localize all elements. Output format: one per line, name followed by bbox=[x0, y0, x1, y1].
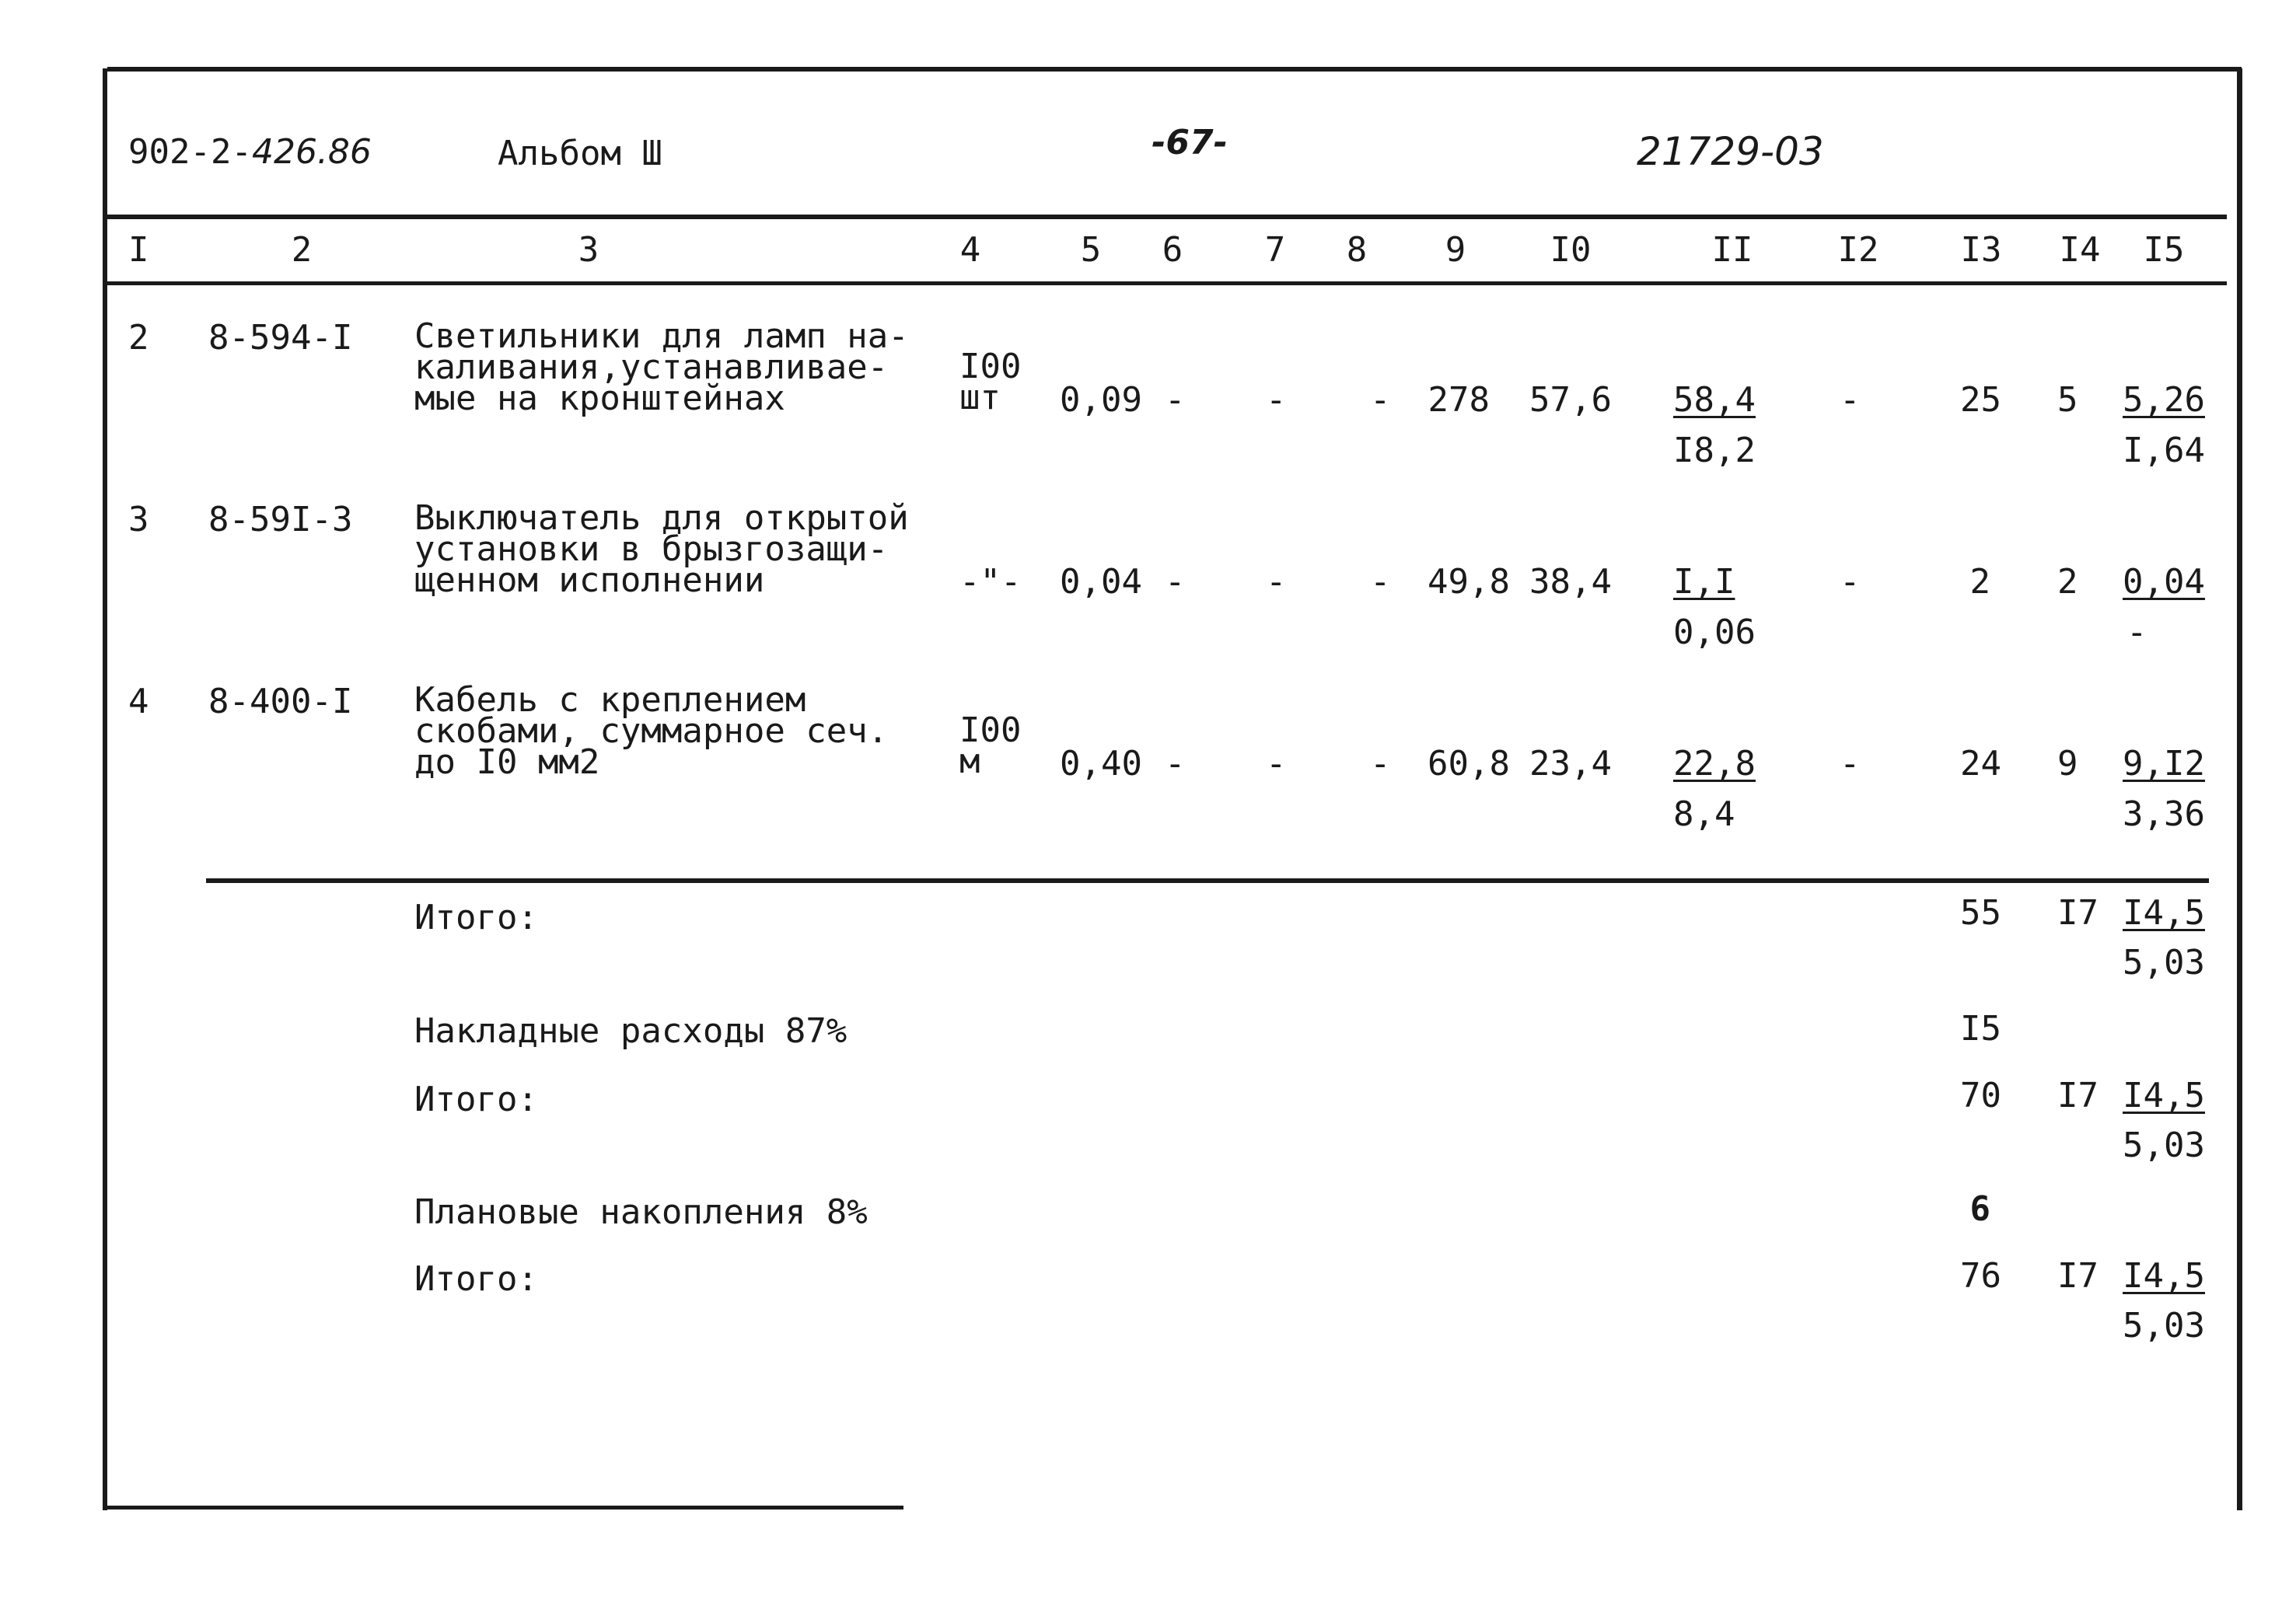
col-5-header: 5 bbox=[1080, 230, 1102, 270]
col-11-top-value: 58,4 bbox=[1673, 380, 1756, 420]
col-15-bottom-value: - bbox=[2127, 613, 2147, 652]
frame-bottom-border bbox=[103, 1506, 903, 1510]
col-15-top-value: 9,I2 bbox=[2123, 744, 2205, 784]
row-number: 2 bbox=[128, 318, 149, 358]
col-7-header: 7 bbox=[1264, 230, 1286, 270]
frame-top-border bbox=[107, 67, 2242, 72]
col-12-value: - bbox=[1840, 562, 1861, 602]
col-9-header: 9 bbox=[1445, 230, 1466, 270]
col-13-value: 24 bbox=[1960, 744, 2001, 784]
summary-label: Итого: bbox=[414, 1259, 538, 1299]
col-11-bottom-value: 0,06 bbox=[1673, 613, 1756, 652]
summary-label: Итого: bbox=[414, 898, 538, 937]
col-1-header: I bbox=[128, 230, 149, 270]
col-12-header: I2 bbox=[1837, 230, 1879, 270]
summary-col-15-top: I4,5 bbox=[2123, 1256, 2205, 1296]
col-14-value: 9 bbox=[2057, 744, 2078, 784]
quantity: 0,40 bbox=[1060, 744, 1142, 784]
summary-col-13: 6 bbox=[1969, 1189, 1990, 1229]
page-number: -67- bbox=[1151, 123, 1228, 162]
header-top-rule bbox=[107, 215, 2227, 219]
unit-of-measure: I00 шт bbox=[959, 347, 1022, 417]
summary-col-15-top: I4,5 bbox=[2123, 1076, 2205, 1115]
col-10-value: 38,4 bbox=[1529, 562, 1612, 602]
col-10-value: 23,4 bbox=[1529, 744, 1612, 784]
col-15-header: I5 bbox=[2143, 230, 2185, 270]
summary-col-14: I7 bbox=[2057, 893, 2099, 933]
col-8-value: - bbox=[1370, 562, 1391, 602]
summary-col-13: 70 bbox=[1960, 1076, 2001, 1115]
col-9-value: 278 bbox=[1428, 380, 1490, 420]
summary-label: Накладные расходы 87% bbox=[414, 1011, 847, 1051]
doc-code: 902-2-426.86 bbox=[128, 132, 372, 172]
totals-divider-rule bbox=[206, 878, 2209, 883]
col-15-bottom-value: 3,36 bbox=[2123, 794, 2205, 834]
col-10-value: 57,6 bbox=[1529, 380, 1612, 420]
summary-col-13: 55 bbox=[1960, 893, 2001, 933]
summary-label: Итого: bbox=[414, 1080, 538, 1119]
col-3-header: 3 bbox=[578, 230, 599, 270]
col-6-header: 6 bbox=[1162, 230, 1183, 270]
col-12-value: - bbox=[1840, 744, 1861, 784]
col-14-header: I4 bbox=[2059, 230, 2101, 270]
col-15-top-value: 0,04 bbox=[2123, 562, 2205, 602]
album-label: Альбом Ш bbox=[498, 134, 662, 173]
quantity: 0,04 bbox=[1060, 562, 1142, 602]
col-13-value: 2 bbox=[1969, 562, 1990, 602]
unit-of-measure: I00 м bbox=[959, 710, 1022, 781]
summary-col-14: I7 bbox=[2057, 1256, 2099, 1296]
col-8-value: - bbox=[1370, 380, 1391, 420]
col-6-value: - bbox=[1165, 562, 1186, 602]
quantity: 0,09 bbox=[1060, 380, 1142, 420]
col-11-top-value: 22,8 bbox=[1673, 744, 1756, 784]
col-11-header: II bbox=[1711, 230, 1753, 270]
col-14-value: 5 bbox=[2057, 380, 2078, 420]
summary-col-15-top: I4,5 bbox=[2123, 893, 2205, 933]
header-bottom-rule bbox=[107, 281, 2227, 285]
work-description: Кабель с креплением скобами, суммарное сеч. до I0 мм2 bbox=[414, 680, 889, 782]
col-8-header: 8 bbox=[1346, 230, 1368, 270]
col-11-top-value: I,I bbox=[1673, 562, 1735, 602]
frame-right-border bbox=[2237, 68, 2242, 1510]
summary-label: Плановые накопления 8% bbox=[414, 1192, 868, 1232]
work-description: Выключатель для открытой установки в брызгозащи- щенном исполнении bbox=[414, 498, 909, 600]
col-7-value: - bbox=[1266, 562, 1287, 602]
summary-col-14: I7 bbox=[2057, 1076, 2099, 1115]
col-9-value: 60,8 bbox=[1428, 744, 1510, 784]
col-9-value: 49,8 bbox=[1428, 562, 1510, 602]
summary-col-15-bottom: 5,03 bbox=[2123, 1306, 2205, 1346]
unit-of-measure: -"- bbox=[959, 562, 1022, 602]
summary-col-13: 76 bbox=[1960, 1256, 2001, 1296]
col-6-value: - bbox=[1165, 380, 1186, 420]
col-4-header: 4 bbox=[959, 230, 981, 270]
col-12-value: - bbox=[1840, 380, 1861, 420]
work-description: Светильники для ламп на- каливания,устанавливае- мые на кронштейнах bbox=[414, 316, 909, 418]
col-11-bottom-value: I8,2 bbox=[1673, 431, 1756, 470]
rate-code: 8-400-I bbox=[208, 682, 353, 721]
col-15-top-value: 5,26 bbox=[2123, 380, 2205, 420]
col-14-value: 2 bbox=[2057, 562, 2078, 602]
rate-code: 8-59I-3 bbox=[208, 500, 353, 539]
col-13-header: I3 bbox=[1960, 230, 2002, 270]
col-2-header: 2 bbox=[291, 230, 313, 270]
row-number: 3 bbox=[128, 500, 149, 539]
summary-col-15-bottom: 5,03 bbox=[2123, 943, 2205, 983]
col-8-value: - bbox=[1370, 744, 1391, 784]
col-11-bottom-value: 8,4 bbox=[1673, 794, 1735, 834]
summary-col-15-bottom: 5,03 bbox=[2123, 1126, 2205, 1165]
row-number: 4 bbox=[128, 682, 149, 721]
doc-number: 21729-03 bbox=[1637, 129, 1824, 174]
col-13-value: 25 bbox=[1960, 380, 2001, 420]
col-10-header: I0 bbox=[1550, 230, 1592, 270]
col-7-value: - bbox=[1266, 380, 1287, 420]
summary-col-13: I5 bbox=[1960, 1009, 2001, 1049]
rate-code: 8-594-I bbox=[208, 318, 353, 358]
col-6-value: - bbox=[1165, 744, 1186, 784]
col-15-bottom-value: I,64 bbox=[2123, 431, 2205, 470]
col-7-value: - bbox=[1266, 744, 1287, 784]
